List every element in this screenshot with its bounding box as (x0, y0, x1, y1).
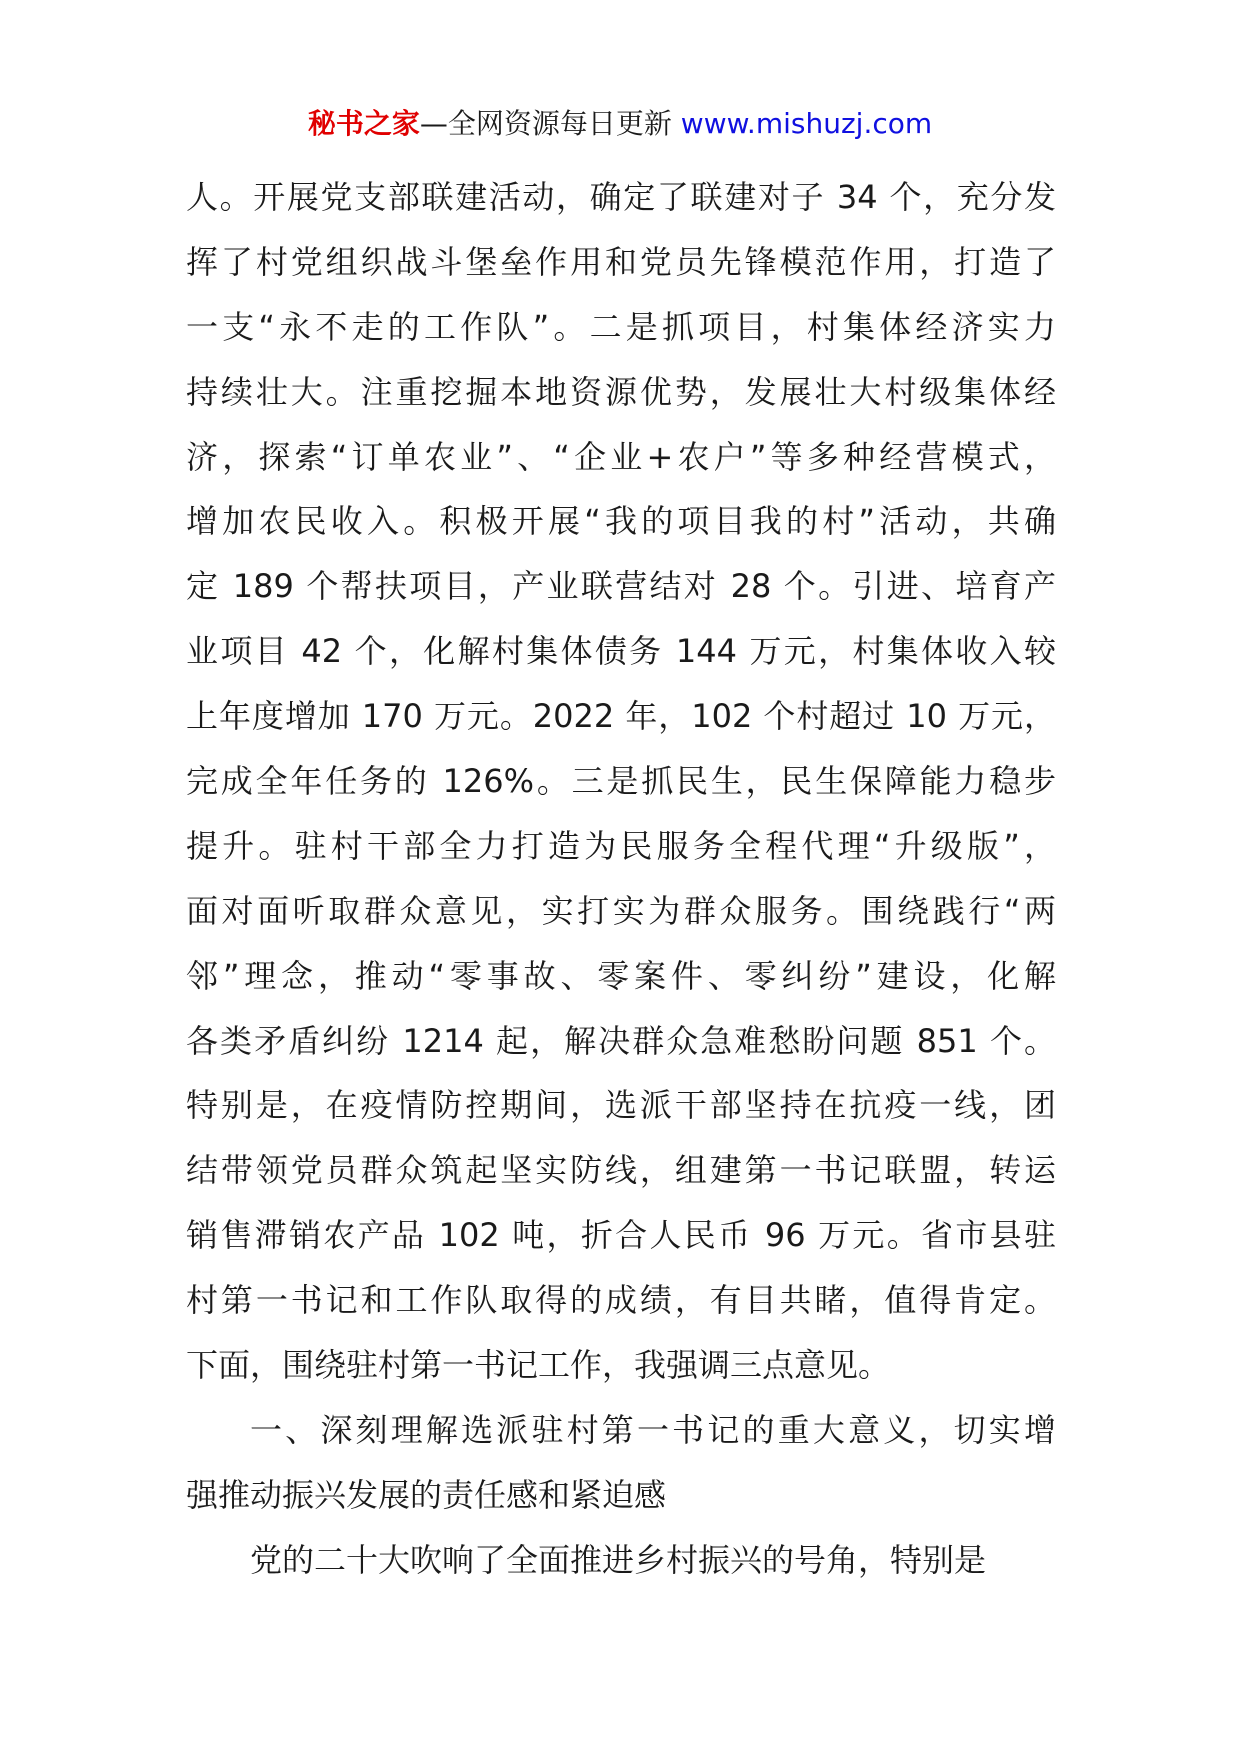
header-tagline: —全网资源每日更新 (419, 107, 672, 140)
paragraph-line: 面对面听取群众意见，实打实为群众服务。围绕践行“两 (186, 891, 1056, 930)
paragraph-line: 邻”理念，推动“零事故、零案件、零纠纷”建设，化解 (186, 956, 1056, 995)
paragraph-line: 业项目 42 个，化解村集体债务 144 万元，村集体收入较 (186, 632, 1056, 671)
paragraph-line: 挥了村党组织战斗堡垒作用和党员先锋模范作用，打造了 (186, 242, 1056, 281)
paragraph-line: 增加农民收入。积极开展“我的项目我的村”活动，共确 (186, 502, 1056, 541)
paragraph-line: 人。开展党支部联建活动，确定了联建对子 34 个，充分发 (186, 178, 1056, 216)
paragraph-line: 结带领党员群众筑起坚实防线，组建第一书记联盟，转运 (186, 1151, 1056, 1190)
paragraph-line: 党的二十大吹响了全面推进乡村振兴的号角，特别是 (250, 1540, 987, 1579)
section-heading-line: 强推动振兴发展的责任感和紧迫感 (186, 1475, 667, 1514)
paragraph-line: 村第一书记和工作队取得的成绩，有目共睹，值得肯定。 (186, 1281, 1056, 1320)
paragraph-line: 上年度增加 170 万元。2022 年，102 个村超过 10 万元， (186, 697, 1056, 736)
paragraph-line: 提升。驻村干部全力打造为民服务全程代理“升级版”， (186, 826, 1056, 865)
paragraph-line: 持续壮大。注重挖掘本地资源优势，发展壮大村级集体经 (186, 372, 1056, 411)
paragraph-line: 下面，围绕驻村第一书记工作，我强调三点意见。 (186, 1346, 891, 1385)
paragraph-line: 一支“永不走的工作队”。二是抓项目，村集体经济实力 (186, 307, 1056, 346)
paragraph-line: 各类矛盾纠纷 1214 起，解决群众急难愁盼问题 851 个。 (186, 1021, 1056, 1060)
paragraph-line: 完成全年任务的 126%。三是抓民生，民生保障能力稳步 (186, 762, 1056, 801)
paragraph-line: 定 189 个帮扶项目，产业联营结对 28 个。引进、培育产 (186, 567, 1056, 606)
paragraph-line: 销售滞销农产品 102 吨，折合人民币 96 万元。省市县驻 (186, 1216, 1056, 1255)
paragraph-line: 特别是，在疫情防控期间，选派干部坚持在抗疫一线，团 (186, 1086, 1056, 1125)
brand-name: 秘书之家 (307, 107, 420, 140)
document-body (186, 165, 1056, 1593)
paragraph-line: 济，探索“订单农业”、“企业+农户”等多种经营模式， (186, 437, 1056, 476)
watermark-header (0, 104, 1240, 144)
header-url[interactable]: www.mishuzj.com (680, 107, 933, 140)
section-heading-line: 一、深刻理解选派驻村第一书记的重大意义，切实增 (250, 1410, 1056, 1449)
